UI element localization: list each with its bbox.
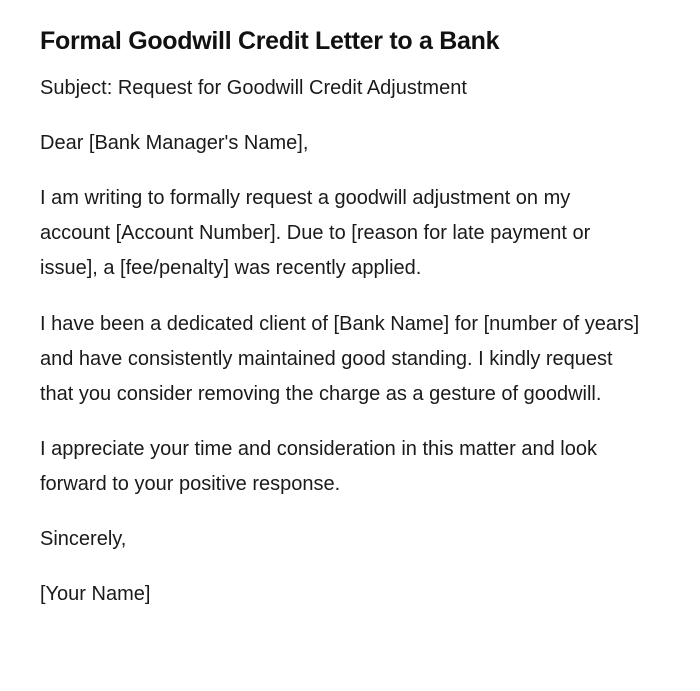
letter-greeting: Dear [Bank Manager's Name], <box>40 132 309 154</box>
letter-paragraph: I have been a dedicated client of [Bank Name] for [number of years] and have consistently maintained good standing. I kindly request that you consider removing the charge as a gesture of goodwill. <box>40 313 640 405</box>
letter-signature: [Your Name] <box>40 583 151 605</box>
letter-paragraph: I am writing to formally request a goodwill adjustment on my account [Account Number]. Due to [reason for late payment or issue], a [fee/penalty] was recently applied. <box>40 187 591 279</box>
letter-closing: Sincerely, <box>40 528 127 550</box>
letter-subject: Subject: Request for Goodwill Credit Adjustment <box>40 77 467 99</box>
letter-title: Formal Goodwill Credit Letter to a Bank <box>40 27 500 55</box>
letter-paragraph: I appreciate your time and consideration in this matter and look forward to your positive response. <box>40 438 597 495</box>
